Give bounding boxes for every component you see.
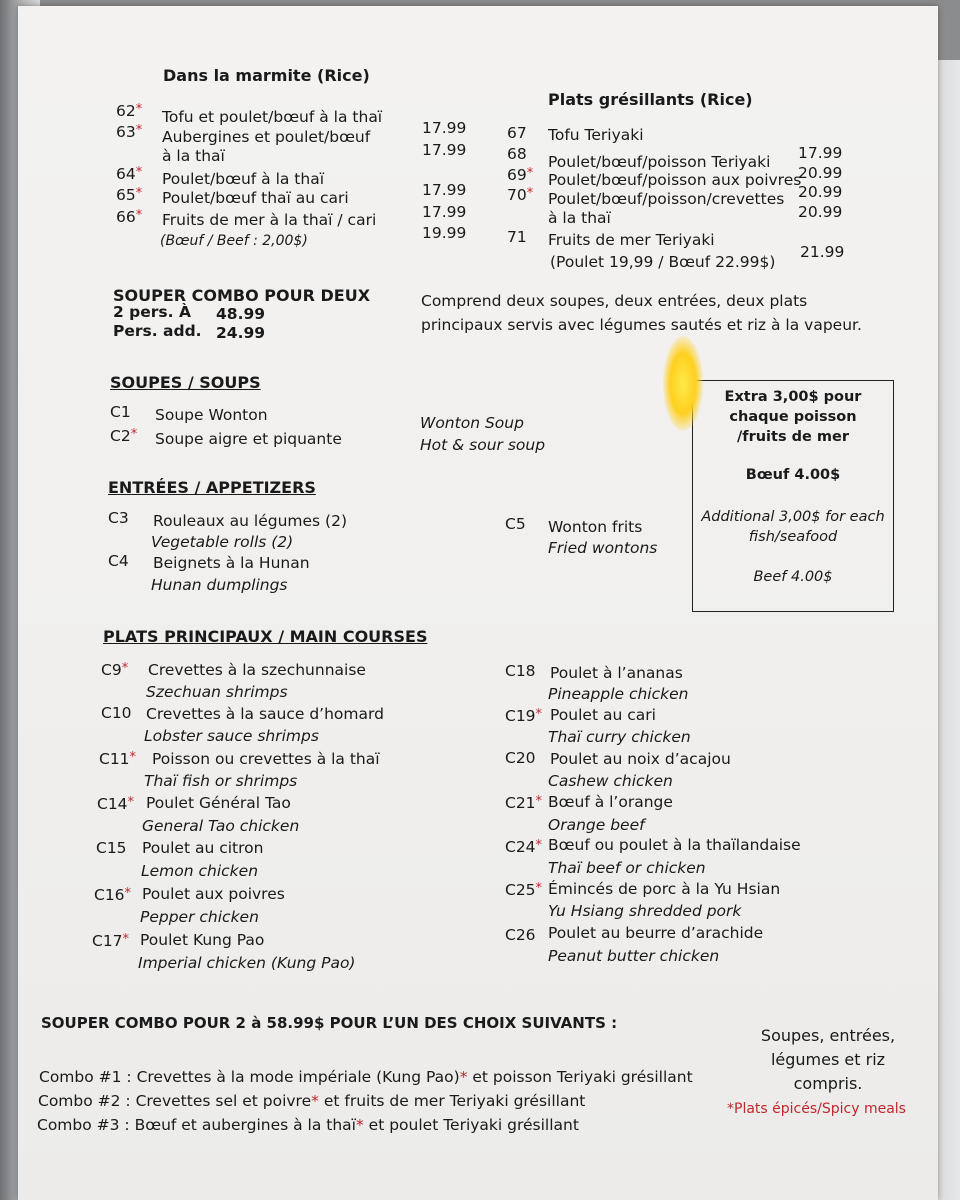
item-code: C3 bbox=[108, 509, 129, 527]
item-code: C14* bbox=[97, 795, 135, 813]
item-name-en: Lobster sauce shrimps bbox=[144, 727, 319, 745]
item-name: Poulet/bœuf/poisson aux poivres bbox=[548, 171, 802, 189]
item-name: Bœuf à l’orange bbox=[548, 793, 673, 811]
item-name: Poulet/bœuf/poisson/crevettes bbox=[548, 190, 785, 208]
item-code: C19* bbox=[505, 707, 543, 725]
item-name-en: Thaï curry chicken bbox=[548, 728, 691, 746]
item-name: Aubergines et poulet/bœuf bbox=[162, 128, 371, 146]
item-code: 67 bbox=[507, 124, 527, 142]
item-price: 20.99 bbox=[798, 203, 843, 221]
item-price: 20.99 bbox=[798, 164, 843, 182]
extra-charge-box bbox=[692, 380, 894, 612]
item-name-cont: à la thaï bbox=[548, 209, 611, 227]
item-code: 65* bbox=[116, 186, 143, 204]
rice-pot-title: Dans la marmite (Rice) bbox=[163, 66, 370, 85]
item-name-en: Vegetable rolls (2) bbox=[151, 533, 294, 551]
item-price: 19.99 bbox=[422, 224, 467, 242]
box-line: fish/seafood bbox=[748, 529, 838, 545]
item-price: 17.99 bbox=[422, 181, 467, 199]
combo-two-title: SOUPER COMBO POUR DEUX bbox=[113, 286, 371, 305]
item-code: 70* bbox=[507, 186, 534, 204]
item-name: Bœuf ou poulet à la thaïlandaise bbox=[548, 836, 801, 854]
item-name: Fruits de mer à la thaï / cari bbox=[162, 211, 377, 229]
combo-1: Combo #1 : Crevettes à la mode impériale (Kung Pao)* et poisson Teriyaki grésillant bbox=[39, 1068, 693, 1086]
item-name: Wonton frits bbox=[548, 518, 643, 536]
combo-add-label: Pers. add. bbox=[113, 322, 202, 340]
item-code: 64* bbox=[116, 165, 143, 183]
item-code: 63* bbox=[116, 123, 143, 141]
combo-add-price: 24.99 bbox=[216, 324, 266, 342]
item-price: 21.99 bbox=[800, 243, 845, 261]
item-name: Poulet au beurre d’arachide bbox=[548, 924, 764, 942]
item-name-en: Imperial chicken (Kung Pao) bbox=[138, 954, 356, 972]
item-code: C26 bbox=[505, 926, 536, 944]
item-code: C2* bbox=[110, 427, 138, 445]
item-name-en: General Tao chicken bbox=[142, 817, 300, 835]
item-name-en: Wonton Soup bbox=[420, 414, 524, 432]
item-name: Émincés de porc à la Yu Hsian bbox=[548, 880, 781, 898]
item-name: Poulet/bœuf à la thaï bbox=[162, 170, 325, 188]
item-name-en: Yu Hsiang shredded pork bbox=[548, 902, 742, 920]
item-code: C4 bbox=[108, 552, 129, 570]
item-name-en: Orange beef bbox=[548, 816, 645, 834]
item-name-en: Fried wontons bbox=[548, 539, 658, 557]
combo-3: Combo #3 : Bœuf et aubergines à la thaï* et poulet Teriyaki grésillant bbox=[37, 1116, 579, 1134]
item-code: 62* bbox=[116, 102, 143, 120]
spicy-legend: *Plats épicés/Spicy meals bbox=[727, 1101, 906, 1117]
combo-58-title: SOUPER COMBO POUR 2 à 58.99$ POUR L’UN DES CHOIX SUIVANTS : bbox=[41, 1014, 618, 1032]
sizzling-title: Plats grésillants (Rice) bbox=[548, 90, 753, 109]
item-code: C10 bbox=[101, 704, 132, 722]
combo-two-label: 2 pers. À bbox=[113, 303, 191, 321]
item-name: Poulet/bœuf/poisson Teriyaki bbox=[548, 153, 771, 171]
box-line: Extra 3,00$ pour bbox=[724, 389, 862, 405]
item-price: 17.99 bbox=[798, 144, 843, 162]
combo-two-price: 48.99 bbox=[216, 305, 266, 323]
item-code: C17* bbox=[92, 932, 130, 950]
item-code: C24* bbox=[505, 838, 543, 856]
item-name: Fruits de mer Teriyaki bbox=[548, 231, 715, 249]
item-code: C11* bbox=[99, 750, 137, 768]
item-name: Crevettes à la szechunnaise bbox=[148, 661, 366, 679]
item-code: C15 bbox=[96, 839, 127, 857]
item-name: Poulet au citron bbox=[142, 839, 264, 857]
item-name: Rouleaux au légumes (2) bbox=[153, 512, 347, 530]
item-name: Crevettes à la sauce d’homard bbox=[146, 705, 384, 723]
item-code: C5 bbox=[505, 515, 526, 533]
item-price: 20.99 bbox=[798, 183, 843, 201]
item-name-cont: à la thaï bbox=[162, 147, 225, 165]
item-name: Poulet Général Tao bbox=[146, 794, 291, 812]
item-name: Poulet aux poivres bbox=[142, 885, 285, 903]
item-name: Tofu Teriyaki bbox=[548, 126, 644, 144]
item-code: 66* bbox=[116, 208, 143, 226]
item-code: C1 bbox=[110, 403, 131, 421]
box-line: chaque poisson bbox=[729, 409, 857, 425]
item-name-en: Pineapple chicken bbox=[548, 685, 689, 703]
box-line: Additional 3,00$ for each bbox=[701, 509, 885, 525]
item-name: Poulet/bœuf thaï au cari bbox=[162, 189, 349, 207]
main-courses-title: PLATS PRINCIPAUX / MAIN COURSES bbox=[103, 627, 428, 646]
item-name: Poulet Kung Pao bbox=[140, 931, 265, 949]
item-code: C25* bbox=[505, 881, 543, 899]
item-price: 17.99 bbox=[422, 141, 467, 159]
combo-two-desc: principaux servis avec légumes sautés et riz à la vapeur. bbox=[421, 316, 862, 334]
item-code: 69* bbox=[507, 166, 534, 184]
combo-two-desc: Comprend deux soupes, deux entrées, deux plats bbox=[421, 292, 808, 310]
item-name: Poulet au noix d’acajou bbox=[550, 750, 731, 768]
item-code: C16* bbox=[94, 886, 132, 904]
item-name: Poulet à l’ananas bbox=[550, 664, 683, 682]
menu-sheet bbox=[18, 6, 938, 1200]
appetizers-title: ENTRÉES / APPETIZERS bbox=[108, 478, 316, 497]
item-name-en: Cashew chicken bbox=[548, 772, 673, 790]
item-code: 68 bbox=[507, 145, 527, 163]
item-code: 71 bbox=[507, 228, 527, 246]
item-name-en: Pepper chicken bbox=[140, 908, 259, 926]
item-code: C20 bbox=[505, 749, 536, 767]
soups-title: SOUPES / SOUPS bbox=[110, 373, 261, 392]
item-code: C18 bbox=[505, 662, 536, 680]
item-price: 17.99 bbox=[422, 119, 467, 137]
item-name-en: Thaï fish or shrimps bbox=[144, 772, 298, 790]
item-name: Beignets à la Hunan bbox=[153, 554, 310, 572]
item-name-cont: (Poulet 19,99 / Bœuf 22.99$) bbox=[550, 253, 776, 271]
item-name-en: Lemon chicken bbox=[141, 862, 259, 880]
box-line: /fruits de mer bbox=[736, 429, 849, 445]
light-glare bbox=[663, 336, 703, 431]
combo-2: Combo #2 : Crevettes sel et poivre* et fruits de mer Teriyaki grésillant bbox=[38, 1092, 586, 1110]
box-line: Bœuf 4.00$ bbox=[745, 467, 841, 483]
item-name-en: Thaï beef or chicken bbox=[548, 859, 706, 877]
item-name: Soupe aigre et piquante bbox=[155, 430, 342, 448]
item-name-en: Hot & sour soup bbox=[420, 436, 546, 454]
item-name-en: Szechuan shrimps bbox=[146, 683, 288, 701]
item-name-en: Peanut butter chicken bbox=[548, 947, 720, 965]
item-price: 17.99 bbox=[422, 203, 467, 221]
item-note: (Bœuf / Beef : 2,00$) bbox=[160, 233, 308, 249]
item-name-en: Hunan dumplings bbox=[151, 576, 288, 594]
item-name: Poulet au cari bbox=[550, 706, 656, 724]
item-name: Tofu et poulet/bœuf à la thaï bbox=[162, 108, 383, 126]
included-note: Soupes, entrées, légumes et riz compris. bbox=[760, 1026, 896, 1093]
item-code: C21* bbox=[505, 794, 543, 812]
item-code: C9* bbox=[101, 661, 129, 679]
item-name: Soupe Wonton bbox=[155, 406, 268, 424]
box-line: Beef 4.00$ bbox=[753, 569, 833, 585]
item-name: Poisson ou crevettes à la thaï bbox=[152, 750, 380, 768]
